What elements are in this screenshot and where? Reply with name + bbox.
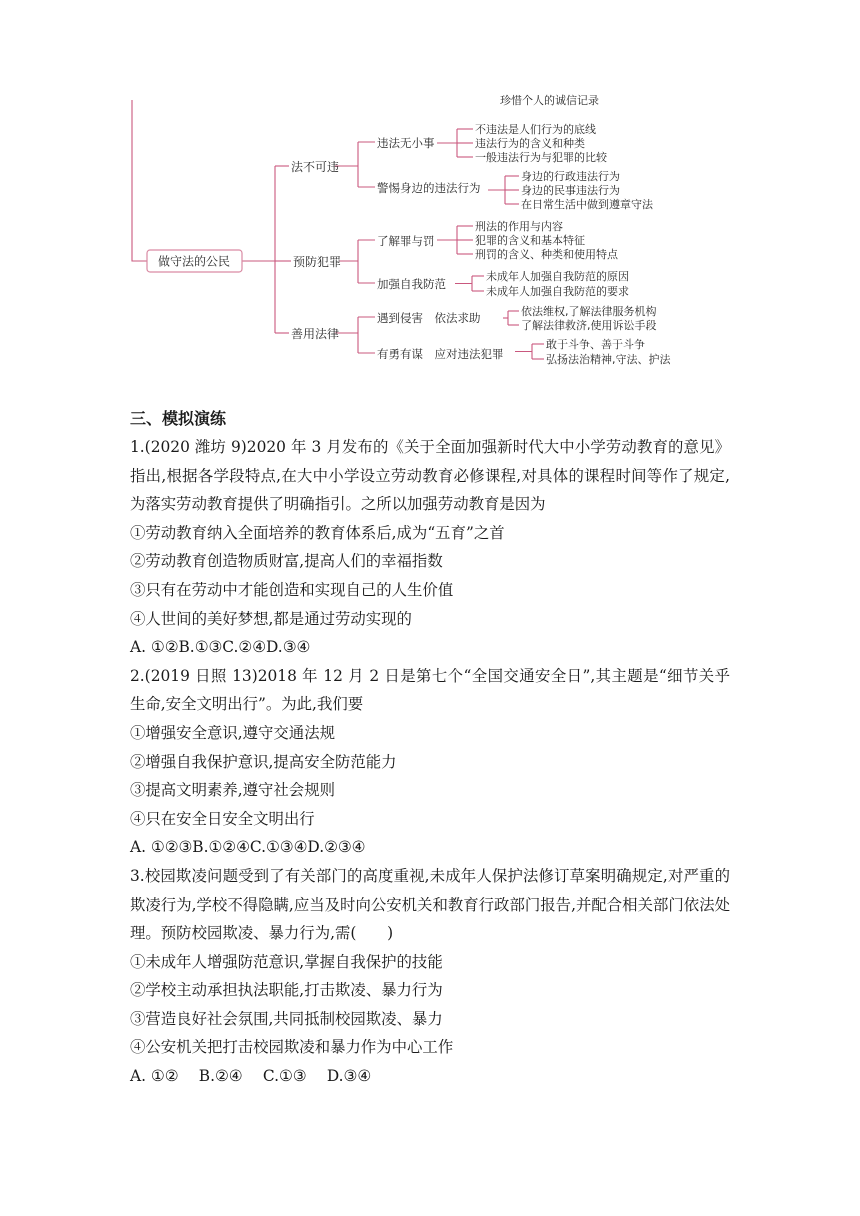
mindmap-leaf: 敢于斗争、善于斗争: [546, 338, 645, 351]
question-2: [130, 662, 730, 862]
mindmap-leaf: 未成年人加强自我防范的原因: [486, 270, 629, 283]
mindmap-root-label: 做守法的公民: [157, 254, 231, 269]
mindmap-cutoff-text: 珍惜个人的诚信记录: [500, 94, 599, 107]
question-1: [130, 433, 730, 662]
question-option-item: ①劳动教育纳入全面培养的教育体系后,成为“五育”之首: [130, 523, 505, 542]
question-option-item: ④公安机关把打击校园欺凌和暴力作为中心工作: [130, 1038, 454, 1057]
question-option-item: ④只在安全日安全文明出行: [130, 809, 315, 828]
question-option-item: ③提高文明素养,遵守社会规则: [130, 781, 335, 800]
question-option-item: ②劳动教育创造物质财富,提高人们的幸福指数: [130, 552, 443, 571]
question-stem: 2.(2019 日照 13)2018 年 12 月 2 日是第七个“全国交通安全日”,其主题是“细节关乎生命,安全文明出行”。为此,我们要: [130, 666, 730, 714]
question-option-item: ②增强自我保护意识,提高安全防范能力: [130, 752, 397, 771]
question-option-item: ②学校主动承担执法职能,打击欺凌、暴力行为: [130, 981, 443, 1000]
mindmap-sub-label: 警惕身边的违法行为: [377, 181, 481, 195]
mindmap-leaf: 犯罪的含义和基本特征: [475, 234, 585, 247]
knowledge-mindmap: [0, 0, 860, 400]
question-option-item: ③只有在劳动中才能创造和实现自己的人生价值: [130, 580, 454, 599]
mindmap-leaf: 身边的行政违法行为: [521, 170, 620, 183]
mindmap-leaf: 违法行为的含义和种类: [475, 137, 585, 150]
question-option-item: ③营造良好社会氛围,共同抵制校园欺凌、暴力: [130, 1009, 443, 1028]
mindmap-leaf: 刑法的作用与内容: [475, 220, 563, 233]
mindmap-leaf: 刑罚的含义、种类和使用特点: [475, 248, 618, 261]
mindmap-leaf: 未成年人加强自我防范的要求: [486, 285, 629, 298]
question-answer-choices: A. ①②B.①③C.②④D.③④: [130, 638, 311, 657]
mindmap-leaf: 身边的民事违法行为: [521, 184, 620, 197]
question-option-item: ①未成年人增强防范意识,掌握自我保护的技能: [130, 952, 443, 971]
mindmap-sub-label: 了解罪与罚: [377, 234, 435, 248]
mindmap-leaf: 在日常生活中做到遵章守法: [521, 198, 653, 211]
mindmap-trunk-line: [132, 100, 147, 261]
question-stem: 3.校园欺凌问题受到了有关部门的高度重视,未成年人保护法修订草案明确规定,对严重的欺凌行为,学校不得隐瞒,应当及时向公安机关和教育行政部门报告,并配合相关部门依法处理。预防校园欺凌、暴力行为,需( ): [130, 866, 730, 943]
mindmap-sub-label: 遇到侵害 依法求助: [377, 311, 481, 325]
question-answer-choices: A. ①② B.②④ C.①③ D.③④: [130, 1067, 372, 1086]
mindmap-sub-label: 有勇有谋 应对违法犯罪: [377, 347, 504, 361]
question-option-item: ①增强安全意识,遵守交通法规: [130, 723, 335, 742]
question-stem: 1.(2020 潍坊 9)2020 年 3 月发布的《关于全面加强新时代大中小学劳动教育的意见》指出,根据各学段特点,在大中小学设立劳动教育必修课程,对具体的课程时间等作了规定,为落实劳动教育提供了明确指引。之所以加强劳动教育是因为: [130, 438, 730, 514]
mindmap-sub-label: 违法无小事: [377, 136, 435, 150]
section-title: 三、模拟演练: [130, 409, 227, 428]
mindmap-leaf: 弘扬法治精神,守法、护法: [546, 353, 671, 366]
question-option-item: ④人世间的美好梦想,都是通过劳动实现的: [130, 609, 412, 628]
mindmap-branch-label: 善用法律: [291, 327, 340, 341]
mindmap-leaf: 不违法是人们行为的底线: [475, 123, 596, 136]
exercise-section: [130, 404, 730, 1091]
question-3: [130, 862, 730, 1091]
mindmap-leaf: 了解法律救济,使用诉讼手段: [521, 319, 657, 332]
question-answer-choices: A. ①②③B.①②④C.①③④D.②③④: [130, 838, 366, 857]
mindmap-branch-label: 预防犯罪: [293, 255, 342, 269]
mindmap-leaf: 依法维权,了解法律服务机构: [521, 305, 657, 318]
mindmap-branch-label: 法不可违: [291, 160, 340, 174]
mindmap-sub-label: 加强自我防范: [377, 277, 446, 291]
mindmap-leaf: 一般违法行为与犯罪的比较: [475, 151, 607, 164]
